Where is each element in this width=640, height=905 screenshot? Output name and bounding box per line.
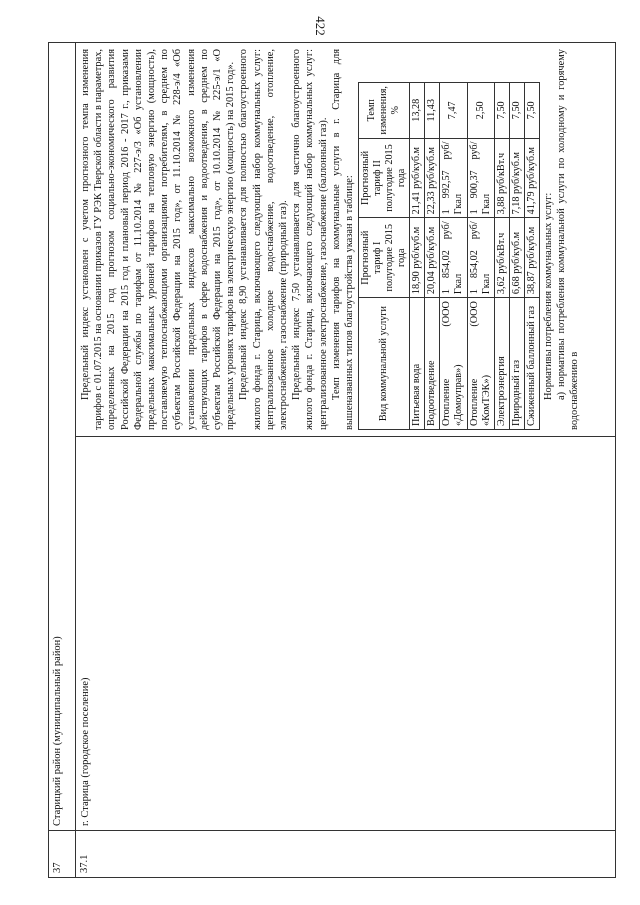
change-rate: 7,50 <box>494 83 509 139</box>
service-name: Питьевая вода <box>410 298 425 430</box>
consumption-norms-item-a: а) нормативы потребления коммунальной услуги по холодному и горячему водоснабжению в <box>555 49 581 430</box>
consumption-norms-heading: Нормативы потребления коммунальных услуг: <box>542 192 554 400</box>
entry-body <box>76 43 616 437</box>
tariff-h2: 41,79 руб/куб.м <box>524 138 539 218</box>
service-name: Отопление (ООО «КомТЭК») <box>467 298 494 430</box>
service-name: Электроэнергия <box>494 298 509 430</box>
tariff-h1: 1 854,02 руб/Гкал <box>467 218 494 298</box>
section-title: Старицкий район (муниципальный район) <box>49 43 76 831</box>
paragraph-table-intro: Темп изменения тарифов на коммунальные услуги в г. Старица для вышеназванных типов благоустройства указан в таблице: <box>330 49 356 430</box>
page-number: 422 <box>313 16 328 36</box>
table-row <box>467 83 494 430</box>
tariff-h2: 1 900,37 руб/Гкал <box>467 138 494 218</box>
table-row <box>425 83 440 430</box>
tariff-h2: 21,41 руб/куб.м <box>410 138 425 218</box>
tariff-h1: 18,90 руб/куб.м <box>410 218 425 298</box>
entry-row <box>76 43 616 878</box>
service-name: Водоотведение <box>425 298 440 430</box>
table-row <box>524 83 539 430</box>
table-row <box>494 83 509 430</box>
entry-number: 37.1 <box>76 831 616 878</box>
tariff-h1: 1 854,02 руб/Гкал <box>440 218 467 298</box>
paragraph-index-partial: Предельный индекс 7,50 устанавливается для частично благоустроенного жилого фонда г. Старица, включающего следующий набор коммунальных услуг: централизованное электроснабжение, газоснабжение (баллонный газ). <box>291 49 329 430</box>
tariff-h1: 20,04 руб/куб.м <box>425 218 440 298</box>
change-rate: 7,47 <box>440 83 467 139</box>
change-rate: 7,50 <box>524 83 539 139</box>
tariff-document-table <box>48 42 616 878</box>
paragraph-basis: Предельный индекс установлен с учетом прогнозного темпа изменения тарифов с 01.07.2015 на основании приказов ГУ РЭК Тверской области в параметрах, определенных на 2015 год прогнозом социально-экономического развития Российской Федерации на 2015 год и плановый период 2016 - 2017 г., приказами Федеральной службы по тарифам от 11.10.2014 № 227-э/3 «Об установлении предельных максимальных уровней тарифов на тепловую энергию (мощность), поставляемую теплоснабжающими организациями потребителям, в среднем по субъектам Российской Федерации на 2015 год», от 11.10.2014 № 228-э/4 «Об установлении предельных индексов максимально возможного изменения действующих тарифов в сфере водоснабжения и водоотведения, в среднем по субъектам Российской Федерации на 2015 год», от 10.10.2014 № 225-э/1 «О предельных уровнях тарифов на электрическую энергию (мощность) на 2015 год». <box>80 49 237 430</box>
header-change-rate: Темп изменения, % <box>359 83 410 139</box>
table-row <box>440 83 467 430</box>
tariff-h1: 38,87 руб/куб.м <box>524 218 539 298</box>
table-row <box>509 83 524 430</box>
tariff-h1: 3,62 руб/кВт.ч <box>494 218 509 298</box>
service-name: Отопление (ООО «Домоуправ») <box>440 298 467 430</box>
table-header-row <box>359 83 410 430</box>
section-number: 37 <box>49 831 76 878</box>
change-rate: 7,50 <box>509 83 524 139</box>
section-row <box>49 43 76 878</box>
tariff-h2: 22,33 руб/куб.м <box>425 138 440 218</box>
tariff-h1: 6,68 руб/куб.м <box>509 218 524 298</box>
rotated-page-content <box>48 42 616 878</box>
change-rate: 2,50 <box>467 83 494 139</box>
service-name: Сжиженный баллонный газ <box>524 298 539 430</box>
tariff-change-table <box>358 82 539 430</box>
tariff-h2: 7,18 руб/куб.м <box>509 138 524 218</box>
header-h1-tariff: Прогнозный тариф I полугодие 2015 года <box>359 218 410 298</box>
header-service: Вид коммунальной услуги <box>359 298 410 430</box>
service-name: Природный газ <box>509 298 524 430</box>
table-row <box>410 83 425 430</box>
change-rate: 13,28 <box>410 83 425 139</box>
tariff-h2: 1 992,57 руб/Гкал <box>440 138 467 218</box>
change-rate: 11,43 <box>425 83 440 139</box>
tariff-h2: 3,88 руб/кВт.ч <box>494 138 509 218</box>
paragraph-index-full: Предельный индекс 8,90 устанавливается для полностью благоустроенного жилого фонда г. Старица, включающего следующий набор коммунальных услуг: централизованное холодное водоснабжение, водоотведение, отопление, электроснабжение, газоснабжение (природный газ). <box>238 49 290 430</box>
entry-area: г. Старица (городское поселение) <box>76 437 616 831</box>
header-h2-tariff: Прогнозный тариф II полугодие 2015 года <box>359 138 410 218</box>
